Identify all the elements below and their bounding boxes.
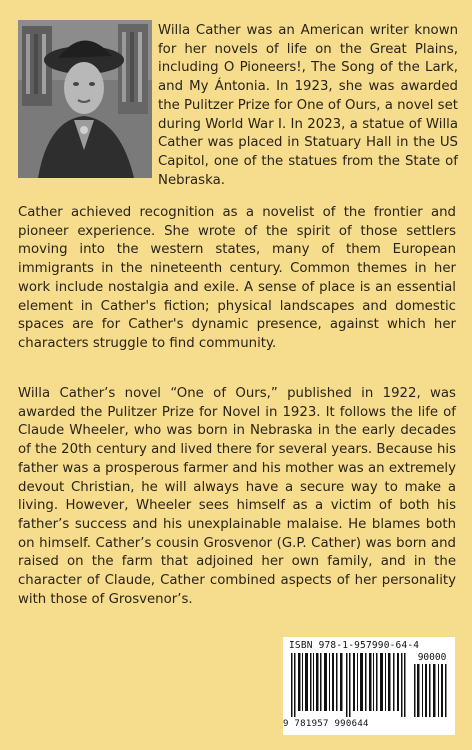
themes-paragraph: Cather achieved recognition as a novelist of the frontier and pioneer experience. She wrote of the spirit of those settlers moving into the western states, many of them European immigrants in the nineteenth century. Common themes in her work include nostalgia and exile. A sense of place is an essential element in Cather's fiction; physical landscapes and domestic spaces are for Cather's dynamic presence, against which her characters struggle to find community. [18,205,456,351]
author-intro-text: Willa Cather was an American writer known for her novels of life on the Great Plains, including O Pioneers!, The Song of the Lark, and My Ántonia. In 1923, she was awarded the Pulitzer Prize for One of Ours, a novel set during World War I. In 2023, a statue of Willa Cather was placed in Statuary Hall in the US Capitol, one of the statues from the State of Nebraska. [158,23,458,188]
barcode-addon-bars-icon [413,664,449,717]
ean-digits: 9 781957 990644 [283,719,369,729]
barcode-bars-icon [289,653,407,717]
barcode-addon-digits: 90000 [417,652,447,663]
isbn-barcode [283,637,455,735]
author-portrait-photo [18,20,152,178]
isbn-label: ISBN 978-1-957990-64-4 [289,640,420,651]
novel-summary-paragraph: Willa Cather’s novel “One of Ours,” published in 1922, was awarded the Pulitzer Prize for Novel in 1923. It follows the life of Claude Wheeler, who was born in Nebraska in the early decades of the 20th century and lived there for several years. Because his father was a prosperous farmer and his mother was an extremely devout Christian, he will always have a secure way to make a living. However, Wheeler sees himself as a victim of both his father’s success and his unexplainable malaise. He blames both on himself. Cather’s cousin Grosvenor (G.P. Cather) was born and raised on the farm that adjoined her own family, and in the character of Claude, Cather combined aspects of her personality with those of Grosvenor’s. [18,386,456,607]
